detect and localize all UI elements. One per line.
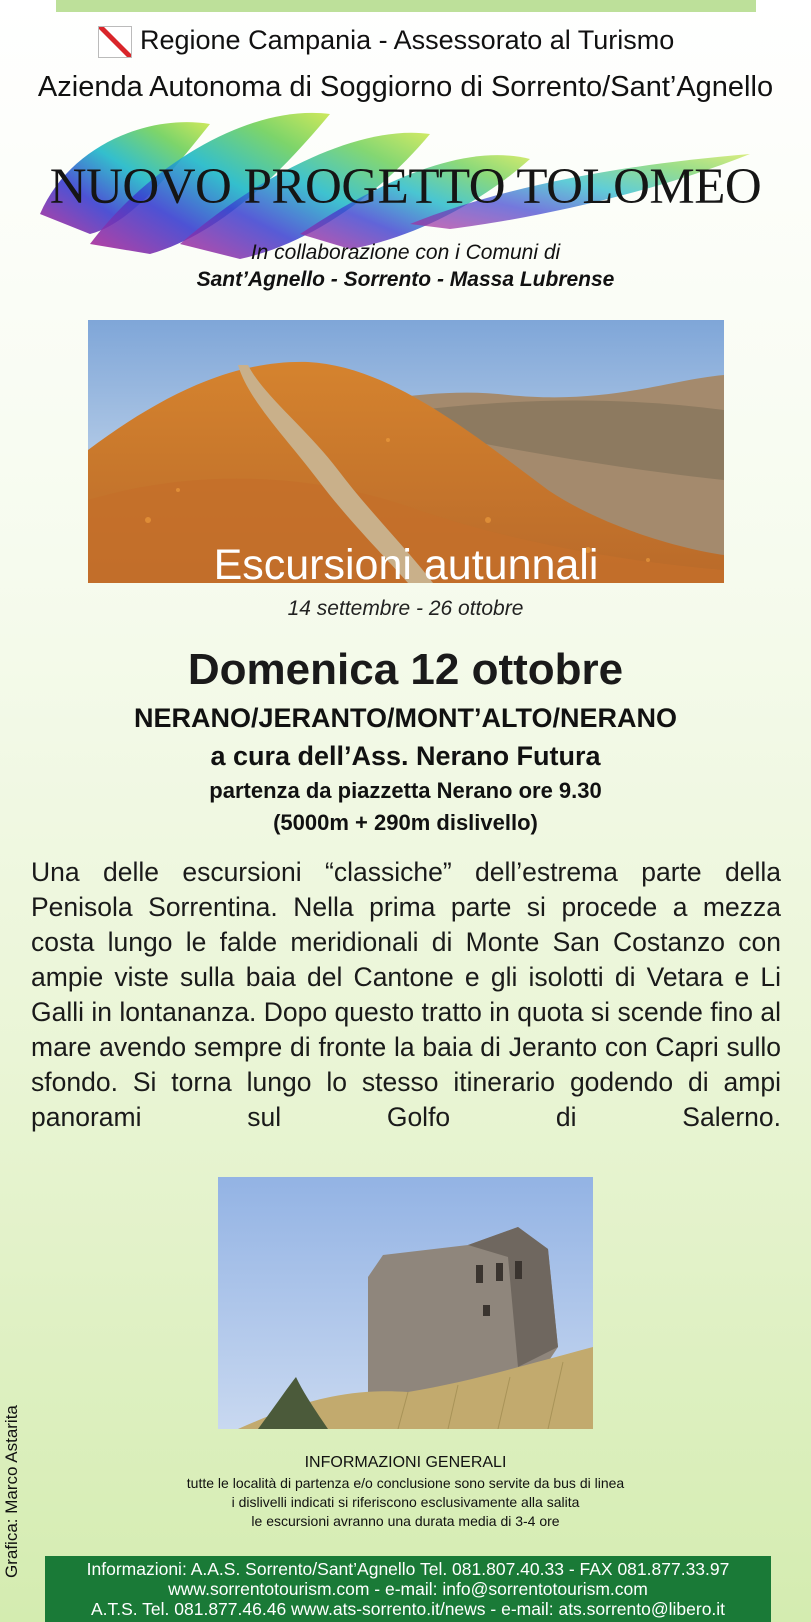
footer-line-web: www.sorrentotourism.com - e-mail: info@sorrentotourism.com	[168, 1579, 648, 1599]
info-line: tutte le località di partenza e/o conclusione sono servite da bus di linea	[186, 1475, 625, 1491]
info-line: le escursioni avranno una durata media di 3-4 ore	[251, 1513, 560, 1529]
event-organizer: a cura dell’Ass. Nerano Futura	[210, 741, 601, 771]
graphic-credit: Grafica: Marco Astarita	[2, 1405, 21, 1578]
event-day: Domenica 12 ottobre	[187, 645, 624, 694]
tower-ruin-photo	[218, 1177, 593, 1429]
footer-line-aas: Informazioni: A.A.S. Sorrento/Sant’Agnello Tel. 081.807.40.33 - FAX 081.877.33.97	[86, 1559, 730, 1579]
project-title: NUOVO PROGETTO TOLOMEO	[49, 159, 762, 215]
event-distance: (5000m + 290m dislivello)	[273, 810, 538, 835]
season-dates: 14 settembre - 26 ottobre	[287, 597, 524, 620]
region-header: Regione Campania - Assessorato al Turismo	[140, 25, 675, 55]
agency-header: Azienda Autonoma di Soggiorno di Sorrento/Sant’Agnello	[37, 71, 774, 103]
municipalities: Sant’Agnello - Sorrento - Massa Lubrense	[196, 268, 615, 291]
event-route: NERANO/JERANTO/MONT’ALTO/NERANO	[133, 703, 678, 733]
info-line: i dislivelli indicati si riferiscono esclusivamente alla salita	[231, 1494, 580, 1510]
excursion-description: Una delle escursioni “classiche” dell’estrema parte della Penisola Sorrentina. Nella prima parte si procede a mezza costa lungo le falde meridionali di Monte San Costanzo con ampie viste sulla baia del Cantone e gli isolotti di Vetara e Li Galli in lontananza. Dopo questo tratto in quota si scende fino al mare avendo sempre di fronte la baia di Jeranto con Capri sullo sfondo. Si torna lungo lo stesso itinerario godendo di ampi panorami sul Golfo di Salerno.	[31, 857, 781, 1132]
collaboration-intro: In collaborazione con i Comuni di	[250, 241, 561, 264]
info-title: INFORMAZIONI GENERALI	[304, 1454, 507, 1471]
region-flag-icon	[98, 26, 132, 58]
banner-caption: Escursioni autunnali	[213, 541, 599, 589]
contact-footer	[45, 1556, 771, 1622]
top-accent-bar	[56, 0, 756, 12]
event-departure: partenza da piazzetta Nerano ore 9.30	[209, 778, 602, 803]
footer-line-ats: A.T.S. Tel. 081.877.46.46 www.ats-sorrento.it/news - e-mail: ats.sorrento@libero.it	[90, 1599, 726, 1619]
